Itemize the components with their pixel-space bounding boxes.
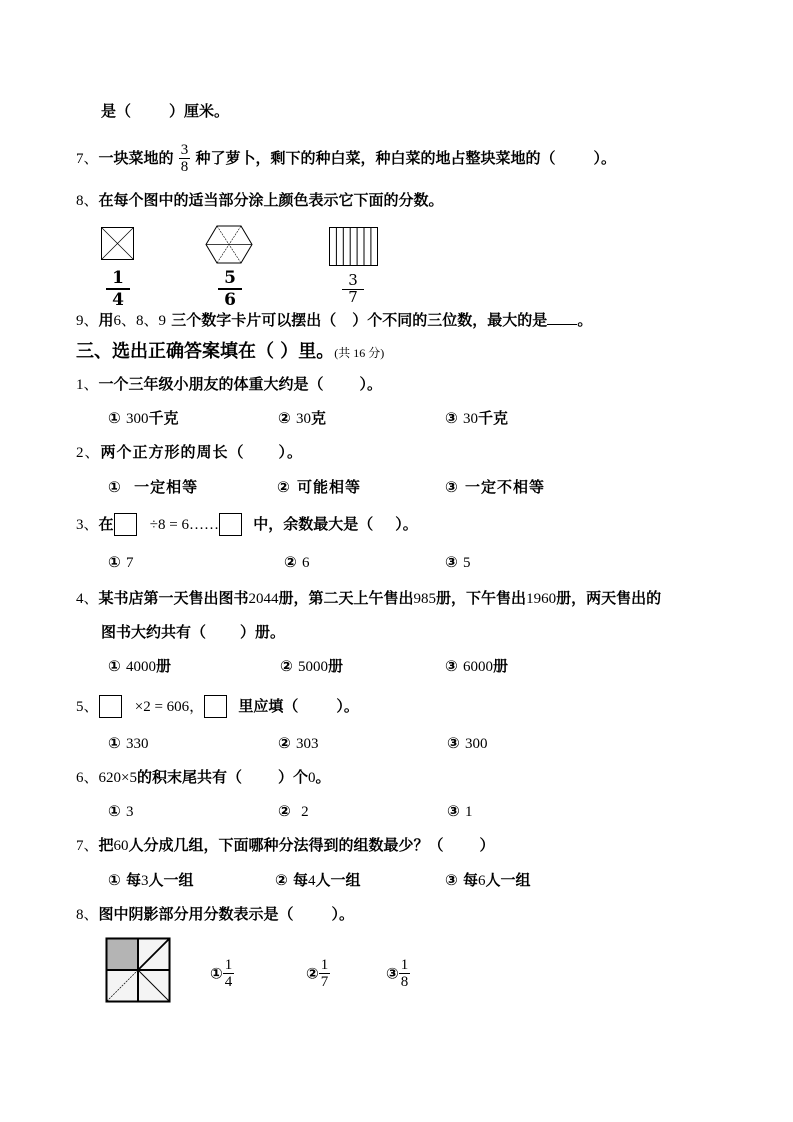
s3-q5-option-2[interactable]: ② 303 bbox=[278, 734, 319, 752]
shaded-square-figure bbox=[105, 937, 171, 1003]
s3-q7-option-2[interactable]: ② 每4人一组 bbox=[275, 871, 361, 889]
hexagon-figure[interactable] bbox=[205, 225, 253, 265]
figure-fraction-3-7: 3 7 bbox=[342, 272, 364, 305]
fraction-3-8: $\frac{3}{8}$ bbox=[180, 142, 189, 175]
fraction-1-4: $\frac{1}{4}$ bbox=[224, 957, 233, 990]
s3-q4-option-3[interactable]: ③ 6000册 bbox=[445, 657, 508, 675]
s3-question-2: 2、两个正方形的周长（ ）。 bbox=[76, 443, 304, 461]
s3-q7-option-1[interactable]: ① 每3人一组 bbox=[108, 871, 194, 889]
figure-fraction-5-6: 5 6 bbox=[218, 268, 242, 310]
question-8-shade: 8、在每个图中的适当部分涂上颜色表示它下面的分数。 bbox=[76, 191, 444, 209]
answer-underline[interactable] bbox=[547, 310, 577, 325]
s3-q5-option-3[interactable]: ③ 300 bbox=[447, 734, 488, 752]
s3-question-7: 7、把60人分成几组，下面哪种分法得到的组数最少？（ ） bbox=[76, 836, 495, 854]
s3-question-6: 6、620×5的积末尾共有（ ）个0。 bbox=[76, 768, 331, 786]
multiplicand-box[interactable] bbox=[99, 695, 122, 718]
s3-q6-option-1[interactable]: ① 3 bbox=[108, 802, 134, 820]
rectangle-strips-figure[interactable] bbox=[329, 227, 379, 267]
fraction-1-8: $\frac{1}{8}$ bbox=[400, 957, 409, 990]
section-score: (共 16 分) bbox=[334, 346, 385, 360]
fraction-1-7: $\frac{1}{7}$ bbox=[320, 957, 329, 990]
s3-q2-option-1[interactable]: ① 一定相等 bbox=[108, 478, 199, 496]
dividend-box[interactable] bbox=[114, 513, 137, 536]
s3-q5-option-1[interactable]: ① 330 bbox=[108, 734, 149, 752]
s3-q4-option-2[interactable]: ② 5000册 bbox=[280, 657, 343, 675]
s3-q2-option-2[interactable]: ② 可能相等 bbox=[277, 478, 361, 496]
s3-question-4-line2: 图书大约共有（ ）册。 bbox=[101, 623, 286, 641]
s3-question-3: 3、在 ÷8 = 6…… 中，余数最大是（ ）。 bbox=[76, 513, 418, 536]
s3-q8-option-3[interactable]: ③ $\frac{1}{8}$ bbox=[386, 957, 409, 990]
s3-q1-option-3[interactable]: ③ 30千克 bbox=[445, 409, 508, 427]
figure-fraction-1-4: 1 4 bbox=[106, 268, 130, 310]
s3-q4-option-1[interactable]: ① 4000册 bbox=[108, 657, 171, 675]
fill-box[interactable] bbox=[204, 695, 227, 718]
s3-q2-option-3[interactable]: ③ 一定不相等 bbox=[445, 478, 545, 496]
s3-q1-option-1[interactable]: ① 300千克 bbox=[108, 409, 179, 427]
s3-q8-option-2[interactable]: ② $\frac{1}{7}$ bbox=[306, 957, 329, 990]
s3-q7-option-3[interactable]: ③ 每6人一组 bbox=[445, 871, 531, 889]
question-9-digits: 9、用6、8、9 三个数字卡片可以摆出（ ）个不同的三位数，最大的是 。 bbox=[76, 311, 593, 329]
s3-q6-option-3[interactable]: ③ 1 bbox=[447, 802, 473, 820]
s3-q1-option-2[interactable]: ② 30克 bbox=[278, 409, 326, 427]
q6-continuation: 是（ ）厘米。 bbox=[101, 102, 230, 120]
s3-q6-option-2[interactable]: ② 2 bbox=[278, 802, 309, 820]
s3-question-4: 4、某书店第一天售出图书2044册，第二天上午售出985册，下午售出1960册，两天售出的 bbox=[76, 589, 662, 607]
s3-q3-option-2[interactable]: ② 6 bbox=[284, 553, 310, 571]
question-7-fraction: 7、一块菜地的 $\frac{3}{8}$ 种了萝卜，剩下的种白菜，种白菜的地占整块菜地的（ ）。 bbox=[76, 142, 617, 175]
remainder-box[interactable] bbox=[219, 513, 242, 536]
s3-question-1: 1、一个三年级小朋友的体重大约是（ ）。 bbox=[76, 375, 383, 393]
s3-q8-option-1[interactable]: ① $\frac{1}{4}$ bbox=[210, 957, 233, 990]
square-diagonals-figure[interactable] bbox=[101, 227, 135, 261]
section-3-title: 三、选出正确答案填在（ ）里。(共 16 分) bbox=[76, 341, 385, 362]
s3-q3-option-3[interactable]: ③ 5 bbox=[445, 553, 471, 571]
s3-question-8: 8、图中阴影部分用分数表示是（ ）。 bbox=[76, 905, 355, 923]
s3-question-5: 5、 ×2 = 606， 里应填（ ）。 bbox=[76, 695, 359, 718]
s3-q3-option-1[interactable]: ① 7 bbox=[108, 553, 134, 571]
